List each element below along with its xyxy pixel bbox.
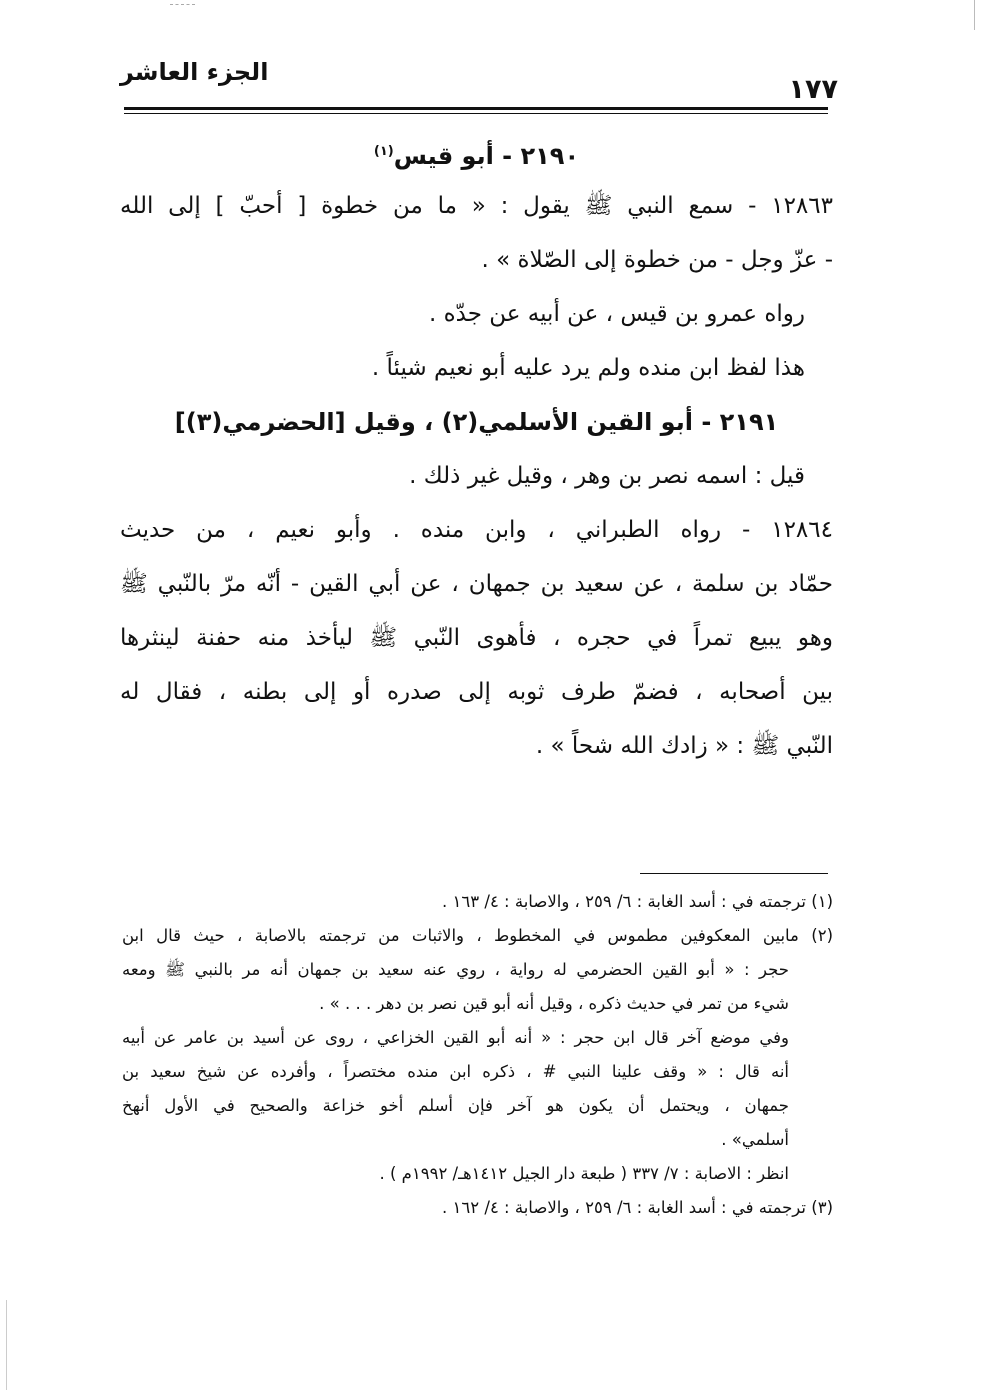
footnote-ref: (١) xyxy=(373,144,394,159)
text-line: قيل : اسمه نصر بن وهر ، وقيل غير ذلك . xyxy=(409,463,805,489)
entry-heading xyxy=(120,125,833,179)
footnote-line: جمهان ، ويحتمل أن يكون هو آخر فإن أسلم أخو خزاعة والصحيح في الأول أنهخ xyxy=(122,1096,789,1115)
main-text xyxy=(120,125,833,773)
heading-text: ٢١٩٠ - أبو قيس xyxy=(393,142,580,170)
page-number: ١٧٧ xyxy=(788,74,838,105)
hadith-line: ١٢٨٦٣ - سمع النبي ﷺ يقول : « ما من خطوة [ أحبّ ] إلى الله xyxy=(120,193,833,219)
text-line: هذا لفظ ابن منده ولم يرد عليه أبو نعيم شيئاً . xyxy=(371,355,805,381)
footnote-line: أنه قال : « وقف علينا النبي # ، ذكره ابن منده مختصراً ، وأفرده عن شيخ سعيد بن xyxy=(122,1062,789,1081)
header-rule xyxy=(124,113,828,114)
footnote-line: انظر : الاصابة : ٧/ ٣٣٧ ( طبعة دار الجيل ١٤١٢هـ/ ١٩٩٢م ) . xyxy=(379,1164,789,1183)
hadith-line: ١٢٨٦٤ - رواه الطبراني ، وابن منده . وأبو نعيم ، من حديث xyxy=(120,517,833,543)
footnote-line: وفي موضع آخر قال ابن حجر : « أنه أبو القين الخزاعي ، روى عن أسيد بن عامر عن أبيه xyxy=(122,1028,789,1047)
page-header xyxy=(120,58,838,105)
footnote-rule xyxy=(640,873,828,874)
footnote-line: (٢) مابين المعكوفين مطموس في المخطوط ، والاثبات من ترجمته بالاصابة ، حيث قال ابن xyxy=(122,926,833,945)
footnote-line: (١) ترجمته في : أسد الغابة : ٦/ ٢٥٩ ، والاصابة : ٤/ ١٦٣ . xyxy=(442,892,833,911)
footnote-line: (٣) ترجمته في : أسد الغابة : ٦/ ٢٥٩ ، والاصابة : ٤/ ١٦٢ . xyxy=(442,1198,833,1217)
hadith-line: وهو يبيع تمراً في حجره ، فأهوى النّبي ﷺ ليأخذ منه حفنة لينثرها xyxy=(120,625,833,651)
text-line: رواه عمرو بن قيس ، عن أبيه عن جدّه . xyxy=(428,301,805,327)
scan-mark xyxy=(6,1300,7,1390)
footnotes xyxy=(122,885,833,1225)
part-title: الجزء العاشر xyxy=(120,58,269,86)
scan-mark xyxy=(170,4,195,5)
hadith-line: حمّاد بن سلمة ، عن سعيد بن جمهان ، عن أبي القين - أنّه مرّ بالنّبي ﷺ xyxy=(120,571,833,597)
header-rule xyxy=(124,107,828,110)
hadith-line: - عزّ وجل - من خطوة إلى الصّلاة » . xyxy=(481,247,833,273)
footnote-line: شيء من تمر في حديث ذكره ، وقيل أنه أبو قين نصر بن دهر . . . » . xyxy=(319,994,789,1013)
footnote-line: حجر : « أبو القين الحضرمي له رواية ، روي عنه سعيد بن جمهان أنه مر بالنبي ﷺ ومعه xyxy=(122,960,789,979)
hadith-line: بين أصحابه ، فضمّ طرف ثوبه إلى صدره أو إلى بطنه ، فقال له xyxy=(120,679,833,705)
scan-mark xyxy=(974,0,975,30)
footnote-line: أسلمي» . xyxy=(721,1130,789,1149)
entry-heading: ٢١٩١ - أبو القين الأسلمي(٢) ، وقيل [الحضرمي(٣)] xyxy=(174,408,779,436)
hadith-line: النّبي ﷺ : « زادك الله شحاً » . xyxy=(535,733,833,759)
